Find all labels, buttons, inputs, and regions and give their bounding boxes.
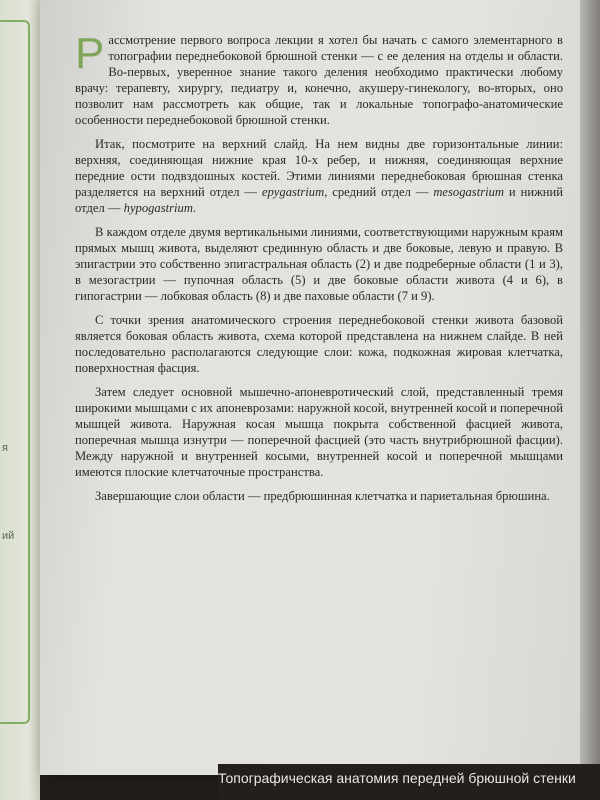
- paragraph-2-text: Итак, посмотрите на верхний слайд. На нем видны две горизонтальные линии: верхняя, соединяющая нижние края 10-х ребер, и нижняя, соединяющая верхние передние ости подвздошных костей. Этими линиями переднебоковая брюшная стенка разделяется на верхний отдел — epygastrium, средний отдел — mesogastrium и нижний отдел — hypogastrium.: [75, 137, 563, 215]
- paragraph-1: [75, 29, 563, 128]
- paragraph-6: Завершающие слои области — предбрюшинная клетчатка и париетальная брюшина.: [95, 489, 550, 503]
- page-right-edge: [580, 0, 600, 775]
- paragraph-3: В каждом отделе двумя вертикальными линиями, соответствующими наружным краям прямых мышц живота, выделяют срединную область и две боковые, левую и правую. В эпигастрии это собственно эпигастральная область (2) и две подреберные области (1 и 3), в мезогастрии — пупочная область (5) и две боковые области живота (4 и 6), в гипогастрии — лобковая область (8) и две паховые области (7 и 9).: [75, 225, 563, 303]
- green-frame-line: [0, 20, 30, 724]
- margin-fragment: ий: [2, 530, 15, 542]
- left-page-edge: [0, 0, 40, 800]
- paragraph-4: С точки зрения анатомического строения переднебоковой стенки живота базовой является боковая область живота, схема которой представлена на нижнем слайде. В ней последовательно располагаются следующие слои: кожа, подкожная жировая клетчатка, поверхностная фасция.: [75, 313, 563, 375]
- drop-cap: Р: [75, 29, 105, 78]
- paragraph-1-text: ассмотрение первого вопроса лекции я хотел бы начать с самого элементарного в топографии переднебоковой брюшной стенки — с ее деления на отделы и области. Во-первых, уверенное знание такого деления необходимо практически любому врачу: терапевту, хирургу, педиатру и, конечно, акушеру-гинекологу, во-вторых, оно позволит нам рассмотреть как общие, так и локальные топографо-анатомические особенности переднебоковой брюшной стенки.: [75, 33, 563, 127]
- paragraph-2: [75, 136, 563, 216]
- margin-fragment: я: [2, 442, 8, 454]
- running-footer: Топографическая анатомия передней брюшной стенки: [218, 764, 600, 800]
- paragraph-5: Затем следует основной мышечно-апоневротический слой, представленный тремя широкими мышцами с их апоневрозами: наружной косой, внутренней косой и поперечной мышцей живота. Наружная косая мышца покрыта собственной фасцией живота, поперечная мышца изнутри — поперечной фасцией (это часть внутрибрюшной фасции). Между наружной и внутренней косыми, внутренней косой и поперечной мышцами имеются плоские клетчаточные пространства.: [75, 385, 563, 479]
- body-text: [75, 29, 563, 504]
